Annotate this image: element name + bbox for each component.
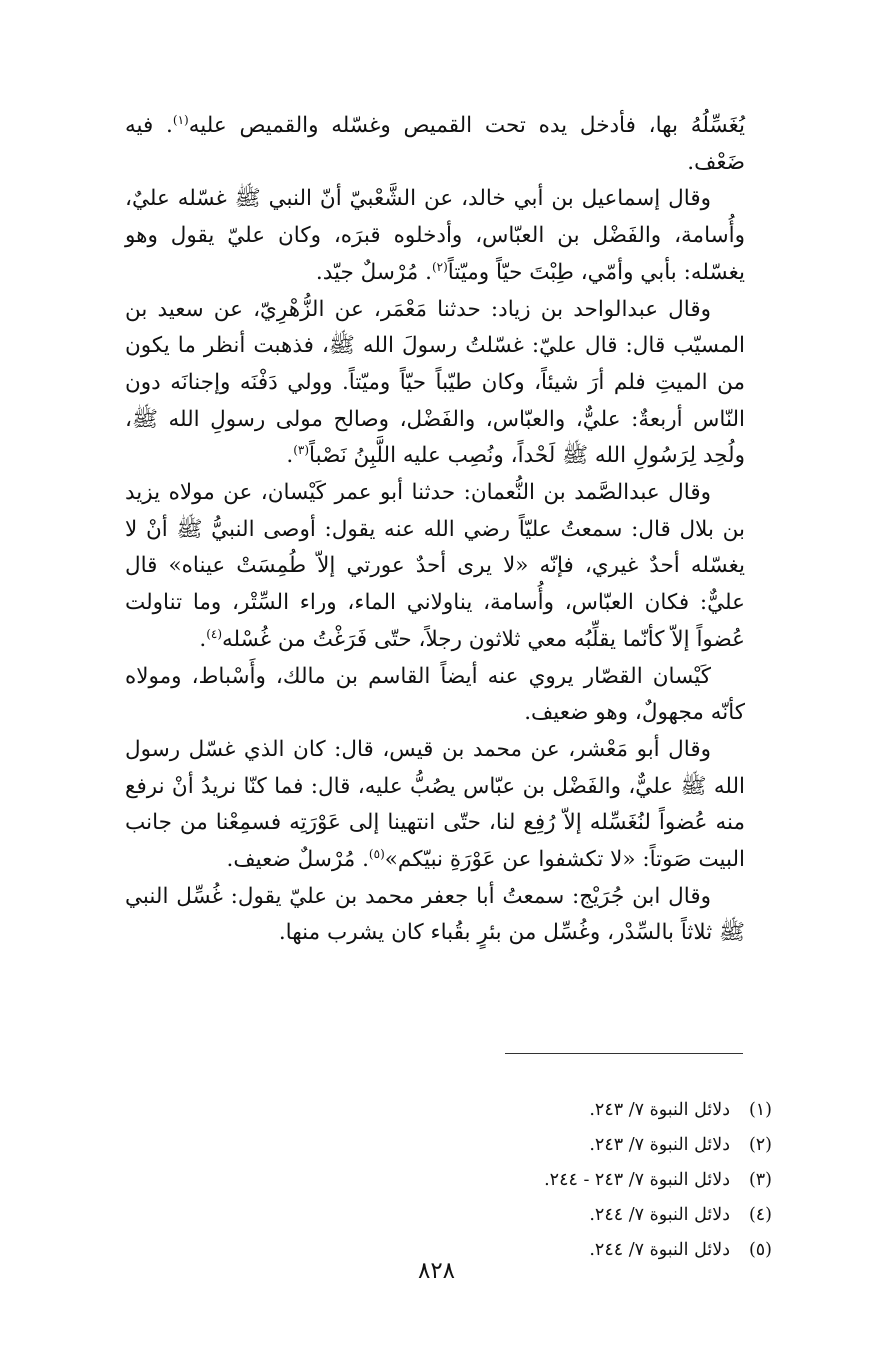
footnote-separator (505, 1053, 743, 1054)
footnote-ref: (٥) (368, 846, 385, 861)
footnote-text: دلائل النبوة ٧/ ٢٤٣. (589, 1100, 730, 1120)
paragraph-7 (125, 879, 745, 952)
paragraph-text: يُغَسِّلُهُ بها، فأدخل يده تحت القميص وغسّله والقميص عليه (188, 113, 745, 138)
footnote-text: دلائل النبوة ٧/ ٢٤٣ - ٢٤٤. (544, 1170, 730, 1190)
paragraph-text: كَيْسان القصّار يروي عنه أيضاً القاسم بن مالك، وأَسْباط، ومولاه كأنّه مجهولٌ، وهو ضعيف. (125, 663, 745, 726)
paragraph-tail: . (286, 443, 294, 469)
footnote-3 (400, 1163, 772, 1198)
paragraph-text: وقال عبدالواحد بن زياد: حدثنا مَعْمَر، عن الزُّهْرِيّ، عن سعيد بن المسيّب قال: قال عليّ: غسّلتُ رسولَ الله ﷺ، فذهبت أنظر ما يكون من الميتِ فلم أرَ شيئاً، وكان طيّباً حيّاً وميّتاً. وولي دَفْنَه وإجنانَه دون النّاس أربعةٌ: عليٌّ، والعبّاس، والفَضْل، وصالح مولى رسولِ الله ﷺ، ولُحِد لِرَسُولِ الله ﷺ لَحْداً، ونُصِب عليه اللَّبِنُ نَصْباً (125, 296, 745, 469)
footnote-number: (٥) (748, 1240, 772, 1260)
paragraph-tail: . مُرْسلٌ جيّد. (315, 259, 432, 285)
paragraph-tail: . مُرْسلٌ ضعيف. (226, 847, 369, 873)
footnote-ref: (١) (172, 112, 189, 127)
footnote-number: (١) (748, 1100, 772, 1120)
footnotes (400, 1093, 772, 1268)
paragraph-3 (125, 292, 745, 476)
paragraph-6 (125, 732, 745, 879)
footnote-ref: (٤) (206, 626, 223, 641)
footnote-number: (٢) (748, 1135, 772, 1155)
paragraph-1 (125, 108, 745, 181)
footnote-1 (400, 1093, 772, 1128)
paragraph-4 (125, 475, 745, 659)
footnote-4 (400, 1198, 772, 1233)
footnote-number: (٤) (748, 1205, 772, 1225)
footnote-text: دلائل النبوة ٧/ ٢٤٤. (589, 1205, 730, 1225)
footnote-ref: (٢) (431, 259, 448, 274)
footnote-text: دلائل النبوة ٧/ ٢٤٣. (589, 1135, 730, 1155)
footnote-ref: (٣) (293, 443, 310, 458)
paragraph-2 (125, 181, 745, 291)
paragraph-text: وقال إسماعيل بن أبي خالد، عن الشَّعْبيّ أنّ النبي ﷺ غسّله عليٌ، وأُسامة، والفَضْل بن العبّاس، وأدخلوه قبرَه، وكان عليّ يقول وهو يغسّله: بأبي وأمّي، طِبْتَ حيّاً وميّتاً (125, 186, 745, 285)
footnote-2 (400, 1128, 772, 1163)
paragraph-text: وقال أبو مَعْشر، عن محمد بن قيس، قال: كان الذي غسّل رسول الله ﷺ عليٌّ، والفَضْل بن عبّاس يصُبُّ عليه، قال: فما كنّا نريدُ أنْ نرفع منه عُضواً لنُغَسِّله إلاّ رُفِع لنا، حتّى انتهينا إلى عَوْرَتِه فسمِعْنا من جانب البيت صَوتاً: «لا تكشفوا عن عَوْرَةِ نبيّكم» (125, 736, 745, 873)
footnote-text: دلائل النبوة ٧/ ٢٤٤. (589, 1240, 730, 1260)
paragraph-text: وقال عبدالصَّمد بن النُّعمان: حدثنا أبو عمر كَيْسان، عن مولاه يزيد بن بلال قال: سمعتُ عليّاً رضي الله عنه يقول: أوصى النبيُّ ﷺ أنْ لا يغسّله أحدٌ غيري، فإنّه «لا يرى أحدٌ عورتي إلاّ طُمِسَتْ عيناه» قال عليٌّ: فكان العبّاس، وأُسامة، يناولاني الماء، وراء السِّتْر، وما تناولت عُضواً إلاّ كأنّما يقلِّبُه معي ثلاثون رجلاً، حتّى فَرَغْتُ من غُسْله (125, 480, 745, 652)
paragraph-5 (125, 659, 745, 732)
paragraph-tail: . فيه ضَعْف. (125, 113, 745, 175)
paragraph-text: وقال ابن جُرَيْج: سمعتُ أبا جعفر محمد بن عليّ يقول: غُسِّل النبي ﷺ ثلاثاً بالسِّدْر، وغُسِّل من بئرٍ بقُباء كان يشرب منها. (125, 883, 745, 946)
footnote-number: (٣) (748, 1170, 772, 1190)
main-text (125, 108, 745, 952)
page-number: ٨٢٨ (417, 1258, 456, 1284)
paragraph-tail: . (199, 626, 207, 652)
